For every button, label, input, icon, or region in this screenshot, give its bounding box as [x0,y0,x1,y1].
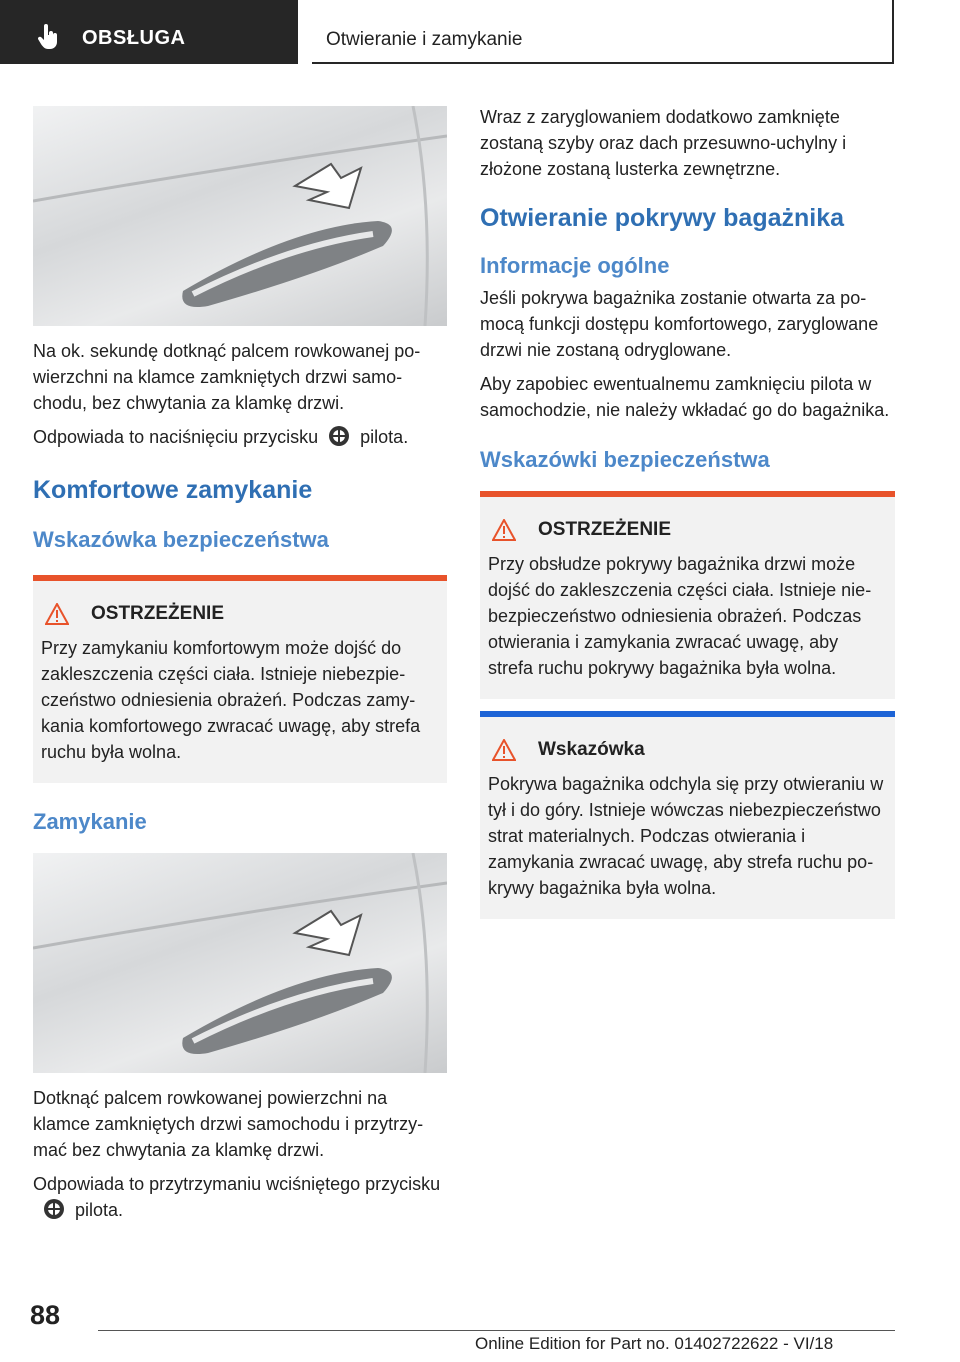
right-column [480,104,895,919]
paragraph: Aby zapobiec ewentualnemu zamknięciu pilota w samochodzie, nie należy wkładać go do bagażnika. [480,374,890,420]
warning-text: Przy obsłudze pokrywy bagażnika drzwi może dojść do zakleszczenia części ciała. Istnieje niebezpieczeństwo odniesienia obrażeń. Podczas otwierania i zamykania zwracać uwagę, aby strefa ruchu pokrywy bagażnika była wolna. [488,554,872,678]
lock-button-icon [328,425,350,447]
note-title: Wskazówka [538,739,645,760]
warning-box [33,575,447,783]
paragraph: Dotknąć palcem rowkowanej powierzchni na klamce zamkniętych drzwi samochodu i przytrzymać bez chwytania za klamkę drzwi. [33,1088,424,1160]
warning-title: OSTRZEŻENIE [91,603,225,624]
paragraph: Jeśli pokrywa bagażnika zostanie otwarta za pomocą funkcji dostępu komfortowego, zaryglowane drzwi nie zostaną odryglowane. [480,288,879,360]
note-triangle-icon [492,739,516,761]
warning-bar [33,575,447,581]
note-bar [480,711,895,717]
section-heading: Komfortowe zamykanie [33,476,313,504]
note-box [480,711,895,919]
paragraph [33,1171,447,1223]
footer-divider [98,1330,895,1331]
note-text: Pokrywa bagażnika odchyla się przy otwieraniu w tył i do góry. Istnieje wówczas niebezpieczeństwo strat materialnych. Podczas otwierania i zamykania zwracać uwagę, aby strefa ruchu pokrywy bagażnika była wolna. [488,774,884,898]
section-title: OBSŁUGA [82,27,186,49]
warning-triangle-icon [45,603,69,625]
paragraph-text: Odpowiada to naciśnięciu przycisku [33,427,319,447]
subsection-heading: Wskazówki bezpieczeństwa [480,447,770,472]
page-number: 88 [30,1300,61,1330]
door-handle-photo [33,853,447,1073]
paragraph-text: Odpowiada to przytrzymaniu wciśniętego przycisku [33,1174,441,1194]
paragraph-text: pilota. [75,1200,124,1220]
warning-bar [480,491,895,497]
edition-text: Online Edition for Part no. 01402722622 - VI/18 [475,1334,834,1353]
hand-pointer-icon [38,24,60,50]
warning-box [480,491,895,699]
section-header [0,0,298,64]
warning-title: OSTRZEŻENIE [538,519,672,540]
door-handle-illustration [33,106,447,326]
paragraph: Na ok. sekundę dotknąć palcem rowkowanej powierzchni na klamce zamkniętych drzwi samochodu, bez chwytania za klamkę drzwi. [33,341,421,413]
door-handle-photo [33,106,447,326]
warning-text: Przy zamykaniu komfortowym może dojść do zakleszczenia części ciała. Istnieje niebezpieczeństwo odniesienia obrażeń. Podczas zamykania komfortowego zwracać uwagę, aby strefa ruchu była wolna. [41,638,421,762]
paragraph: Wraz z zaryglowaniem dodatkowo zamknięte zostaną szyby oraz dach przesuwno-uchylny i złożone zostaną lusterka zewnętrzne. [480,107,847,179]
paragraph [33,424,447,450]
section-heading: Otwieranie pokrywy bagażnika [480,204,845,232]
subsection-heading: Wskazówka bezpieczeństwa [33,527,329,552]
lock-button-icon [43,1198,65,1220]
subsection-heading: Zamykanie [33,809,147,834]
paragraph-text: pilota. [360,427,409,447]
topic-header [312,0,894,64]
subsection-heading: Informacje ogólne [480,253,670,278]
warning-triangle-icon [492,519,516,541]
left-column [33,106,447,1223]
topic-title: Otwieranie i zamykanie [326,29,523,50]
door-handle-illustration [33,853,447,1073]
